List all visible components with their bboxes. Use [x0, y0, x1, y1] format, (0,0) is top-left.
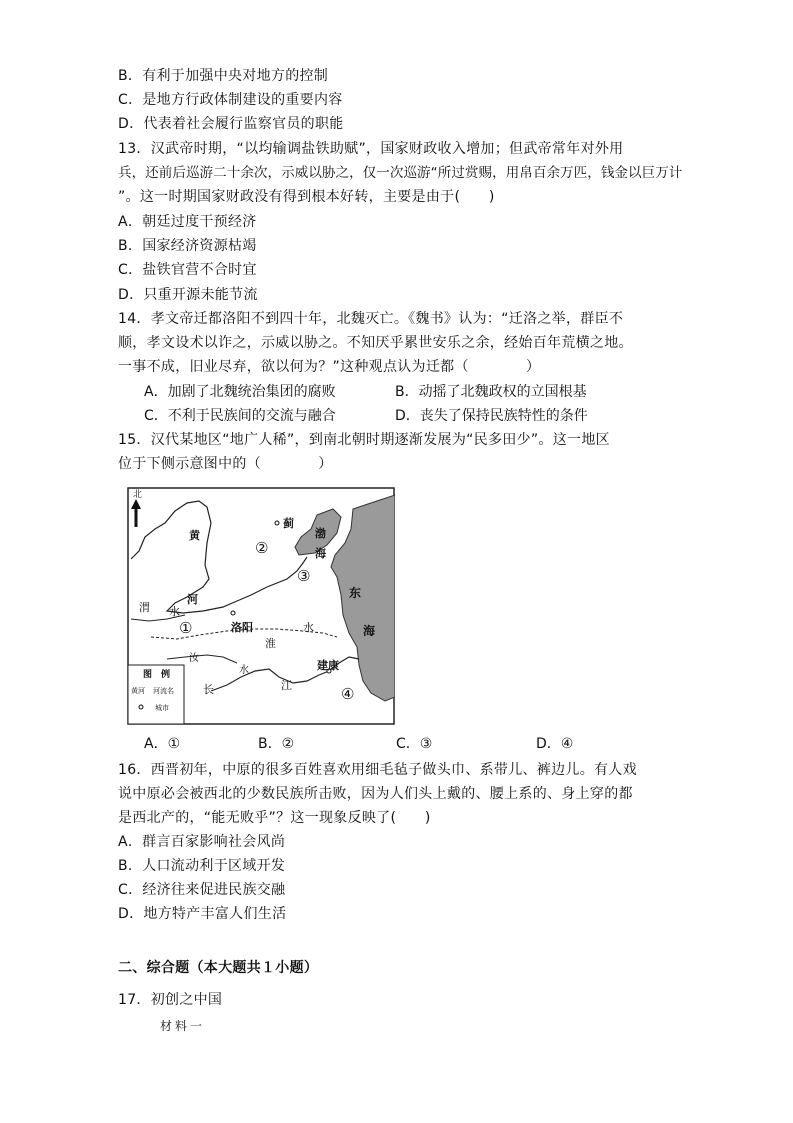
map-label-wei: 渭	[139, 601, 150, 614]
map-label-shui: 水	[169, 605, 180, 618]
map-label-ji: 蓟	[283, 517, 294, 530]
historical-map	[127, 487, 395, 725]
map-label-jiang: 江	[281, 679, 292, 692]
q15-stem-line-1: 15．汉代某地区“地广人稀”，到南北朝时期逐渐发展为“民多田少”。这一地区	[118, 432, 610, 448]
q13-stem-line-1: 13．汉武帝时期，“以均输调盐铁助赋”，国家财政收入增加；但武帝常年对外用	[118, 141, 624, 157]
q12-option-d: D．代表着社会履行监察官员的职能	[118, 116, 344, 132]
q13-option-c: C．盐铁官营不合时宜	[118, 262, 257, 278]
map-label-huang: 黄	[189, 529, 200, 542]
q12-option-c: C．是地方行政体制建设的重要内容	[118, 92, 343, 108]
map-label-hai2: 海	[363, 624, 376, 638]
q14-stem-line-1: 14．孝文帝迁都洛阳不到四十年，北魏灭亡。《魏书》认为：“迁洛之举，群臣不	[118, 311, 624, 327]
q16-option-b: B．人口流动利于区域开发	[118, 858, 286, 874]
q13-stem-line-3: ”。这一时期国家财政没有得到根本好转，主要是由于( )	[118, 189, 495, 205]
map-label-huai: 淮	[265, 637, 276, 650]
q14-stem-line-3: 一事不成，旧业尽弃，欲以何为？”这种观点认为迁都（ ）	[118, 359, 541, 375]
map-label-hai: 海	[315, 547, 326, 560]
q17-title: 17．初创之中国	[118, 992, 223, 1008]
section-heading: 二、综合题（本大题共１小题）	[118, 960, 319, 976]
map-label-ru: 汝	[189, 653, 199, 664]
map-marker-4: ④	[341, 685, 355, 703]
legend-river-desc: 河流名	[153, 687, 174, 695]
legend-city-desc: 城市	[155, 704, 169, 712]
q16-stem-line-2: 说中原必会被西北的少数民族所击败，因为人们头上戴的、腰上系的、身上穿的都	[118, 786, 633, 802]
north-label: 北	[133, 490, 143, 500]
q15-stem-line-2: 位于下侧示意图中的（ ）	[118, 456, 333, 472]
map-label-he: 河	[187, 593, 198, 606]
legend-river-sample: 黄河	[131, 687, 145, 695]
q14-option-b: B．动摇了北魏政权的立国根基	[395, 384, 587, 400]
map-label-jiankang: 建康	[317, 659, 339, 672]
q15-option-b: B．②	[258, 736, 295, 752]
legend-city-icon	[139, 705, 143, 709]
q15-option-d: D．④	[536, 736, 574, 752]
q13-stem-line-2: 兵，还前后巡游二十余次，示威以胁之，仅一次巡游“所过赏赐，用帛百余万匹，钱金以巨万计	[118, 165, 683, 181]
q14-option-d: D．丧失了保持民族特性的条件	[395, 408, 588, 424]
map-label-dong: 东	[349, 586, 362, 600]
map-label-shui2: 水	[303, 621, 314, 634]
map-marker-1: ①	[179, 619, 193, 637]
q14-stem-line-2: 顺，孝文设术以诈之，示威以胁之。不知厌乎累世安乐之余，经始百年荒横之地。	[118, 335, 633, 351]
q13-option-a: A．朝廷过度干预经济	[118, 214, 257, 230]
map-marker-3: ③	[297, 567, 311, 585]
q14-option-c: C．不利于民族间的交流与融合	[144, 408, 336, 424]
q17-material-label: 材料一	[160, 1019, 206, 1033]
q12-option-b: B．有利于加强中央对地方的控制	[118, 68, 329, 84]
q16-option-c: C．经济往来促进民族交融	[118, 882, 286, 898]
map-label-chang: 长	[203, 683, 214, 696]
map-label-luoyang: 洛阳	[231, 621, 253, 634]
q15-option-a: A．①	[144, 736, 181, 752]
q16-option-a: A．群言百家影响社会风尚	[118, 834, 286, 850]
map-label-bo: 渤	[315, 527, 326, 540]
map-marker-2: ②	[255, 539, 269, 557]
legend-title: 图 例	[143, 670, 171, 680]
q16-option-d: D．地方特产丰富人们生活	[118, 906, 287, 922]
q15-option-c: C．③	[396, 736, 433, 752]
q13-option-b: B．国家经济资源枯竭	[118, 238, 257, 254]
q13-option-d: D．只重开源未能节流	[118, 287, 258, 303]
q16-stem-line-1: 16．西晋初年，中原的很多百姓喜欢用细毛毡子做头巾、系带儿、裤边儿。有人戏	[118, 762, 637, 778]
q14-option-a: A．加剧了北魏统治集团的腐败	[144, 384, 336, 400]
map-label-shui3: 水	[239, 665, 249, 676]
q16-stem-line-3: 是西北产的，“能无败乎”？这一现象反映了( )	[118, 810, 431, 826]
